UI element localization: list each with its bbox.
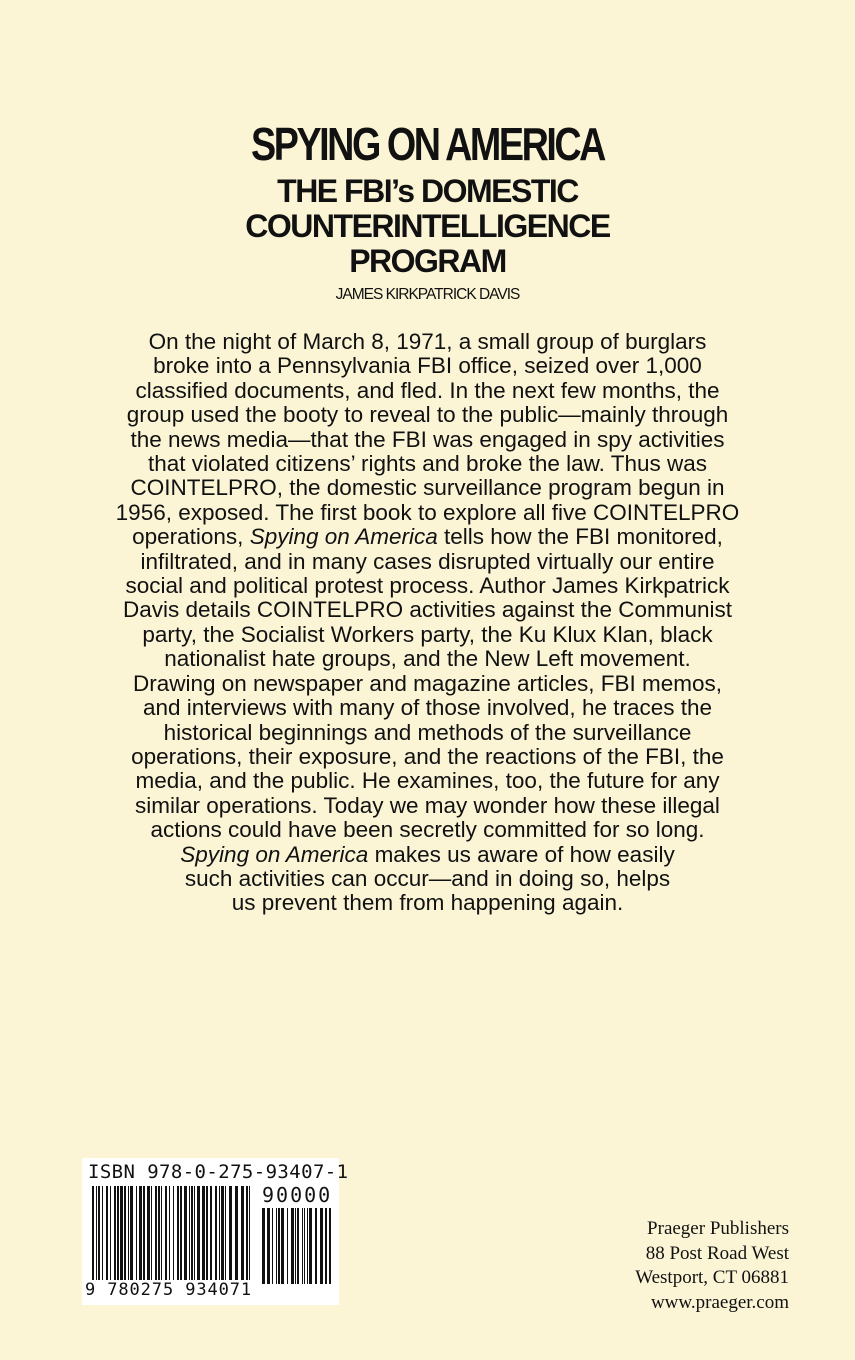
barcode-bar <box>169 1186 170 1282</box>
barcode-bar <box>173 1186 174 1282</box>
barcode-bar <box>98 1186 100 1282</box>
description-line: and interviews with many of those involved, he traces the <box>142 695 713 721</box>
book-title-reference: Spying on America <box>180 841 369 867</box>
description-line: Davis details COINTELPRO activities against the Communist <box>123 597 732 623</box>
description-line: that violated citizens’ rights and broke the law. Thus was <box>147 451 708 477</box>
barcode-bar <box>229 1186 232 1282</box>
description-fragment: makes us aware of how easily <box>374 841 675 867</box>
barcode-bar <box>206 1186 208 1282</box>
barcode-bar <box>197 1186 200 1282</box>
barcode-bar <box>106 1186 108 1282</box>
description-line: infiltrated, and in many cases disrupted virtually our entire <box>140 548 715 574</box>
description-line: COINTELPRO, the domestic surveillance program begun in <box>130 475 725 501</box>
barcode-bar <box>281 1208 284 1284</box>
description-fragment: tells how the FBI monitored, <box>443 524 723 550</box>
description-line <box>60 843 795 867</box>
barcode-bar <box>92 1186 94 1282</box>
description-line: similar operations. Today we may wonder how these illegal <box>135 792 720 818</box>
description-line: nationalist hate groups, and the New Left movement. <box>164 646 691 672</box>
barcode-bar <box>191 1186 193 1282</box>
description-line: Drawing on newspaper and magazine articles, FBI memos, <box>132 670 723 696</box>
barcode-bar <box>114 1186 116 1282</box>
barcode-bar <box>120 1186 123 1282</box>
barcode-bar <box>278 1208 280 1284</box>
barcode-bar <box>180 1186 182 1282</box>
barcode-bar <box>309 1208 312 1284</box>
barcode-bars <box>92 1186 250 1282</box>
barcode-bar <box>221 1186 224 1282</box>
barcode-bar <box>194 1186 195 1282</box>
barcode-bar <box>155 1186 157 1282</box>
barcode-bar <box>96 1186 97 1282</box>
book-subtitle <box>0 174 855 279</box>
barcode-bar <box>272 1208 273 1284</box>
barcode-bar <box>143 1186 145 1282</box>
barcode-bar <box>297 1208 299 1284</box>
description-line: social and political protest process. Author James Kirkpatrick <box>125 573 730 599</box>
description-line: historical beginnings and methods of the surveillance <box>163 719 692 745</box>
barcode-bar <box>202 1186 205 1282</box>
barcode-bar <box>287 1208 288 1284</box>
description-line: media, and the public. He examines, too, the future for any <box>135 768 720 794</box>
barcode-bar <box>139 1186 142 1282</box>
description-line: classified documents, and fled. In the next few months, the <box>135 377 720 403</box>
price-code: 90000 <box>262 1183 333 1207</box>
subtitle-line: THE FBI’s DOMESTIC <box>277 173 578 209</box>
book-title-reference: Spying on America <box>249 524 438 550</box>
description-line: 1956, exposed. The first book to explore all five COINTELPRO <box>115 499 740 525</box>
barcode-bar <box>189 1186 190 1282</box>
barcode-bar <box>110 1186 111 1282</box>
barcode-bar <box>291 1208 294 1284</box>
description-line: group used the booty to reveal to the public—mainly through <box>126 402 729 428</box>
barcode-bar <box>215 1186 217 1282</box>
barcode-bar <box>320 1208 323 1284</box>
publisher-name: Praeger Publishers <box>647 1218 789 1239</box>
barcode-bar <box>151 1186 152 1282</box>
description-line: party, the Socialist Workers party, the Ku Klux Klan, black <box>142 621 713 647</box>
barcode-bar <box>128 1186 129 1282</box>
barcode-bar <box>225 1186 226 1282</box>
description-line: such activities can occur—and in doing so, helps <box>184 865 671 891</box>
barcode-bar <box>262 1208 265 1284</box>
description-fragment: operations, <box>132 524 244 550</box>
barcode-bar <box>329 1208 331 1284</box>
barcode-bar <box>147 1186 150 1282</box>
publisher-website: www.praeger.com <box>650 1291 789 1313</box>
barcode-bar <box>295 1208 296 1284</box>
barcode-bar <box>165 1186 167 1282</box>
barcode-bar <box>130 1186 133 1282</box>
isbn-barcode <box>82 1158 349 1305</box>
publisher-street: 88 Post Road West <box>645 1242 789 1264</box>
barcode-bar <box>177 1186 179 1282</box>
barcode-bar <box>136 1186 137 1282</box>
description-line: operations, their exposure, and the reactions of the FBI, the <box>131 743 724 769</box>
barcode-bar <box>325 1208 327 1284</box>
subtitle-line: PROGRAM <box>349 243 506 279</box>
author-name: JAMES KIRKPATRICK DAVIS <box>335 286 520 303</box>
book-title: SPYING ON AMERICA <box>251 118 604 170</box>
barcode-bar <box>210 1186 212 1282</box>
barcode-bar <box>158 1186 160 1282</box>
barcode-bar <box>304 1208 305 1284</box>
description-line: actions could have been secretly committed for so long. <box>150 817 705 843</box>
barcode-bar <box>219 1186 220 1282</box>
description-line <box>60 525 795 549</box>
barcode-bar <box>315 1208 317 1284</box>
description-line: broke into a Pennsylvania FBI office, seized over 1,000 <box>153 353 702 379</box>
book-description <box>60 330 795 916</box>
barcode-bar <box>307 1208 308 1284</box>
barcode-bar <box>302 1208 303 1284</box>
barcode-bar <box>241 1186 244 1282</box>
description-line: On the night of March 8, 1971, a small group of burglars <box>148 329 707 354</box>
description-line: the news media—that the FBI was engaged in spy activities <box>130 426 725 452</box>
description-line: us prevent them from happening again. <box>231 890 624 916</box>
barcode-bar <box>184 1186 187 1282</box>
barcode-bar <box>117 1186 119 1282</box>
subtitle-line: COUNTERINTELLIGENCE <box>245 208 610 244</box>
addon-barcode-bars <box>262 1208 332 1284</box>
barcode-bar <box>235 1186 238 1282</box>
barcode-digits: 9 780275 934071 <box>85 1280 253 1300</box>
publisher-city: Westport, CT 06881 <box>635 1267 789 1288</box>
isbn-label: ISBN 978-0-275-93407-1 <box>88 1161 349 1183</box>
barcode-bar <box>267 1208 270 1284</box>
barcode-bar <box>246 1186 248 1282</box>
barcode-bar <box>102 1186 103 1282</box>
barcode-bar <box>124 1186 126 1282</box>
barcode-bar <box>276 1208 277 1284</box>
publisher-info <box>635 1217 789 1315</box>
barcode-bar <box>249 1186 250 1282</box>
barcode-bar <box>161 1186 162 1282</box>
